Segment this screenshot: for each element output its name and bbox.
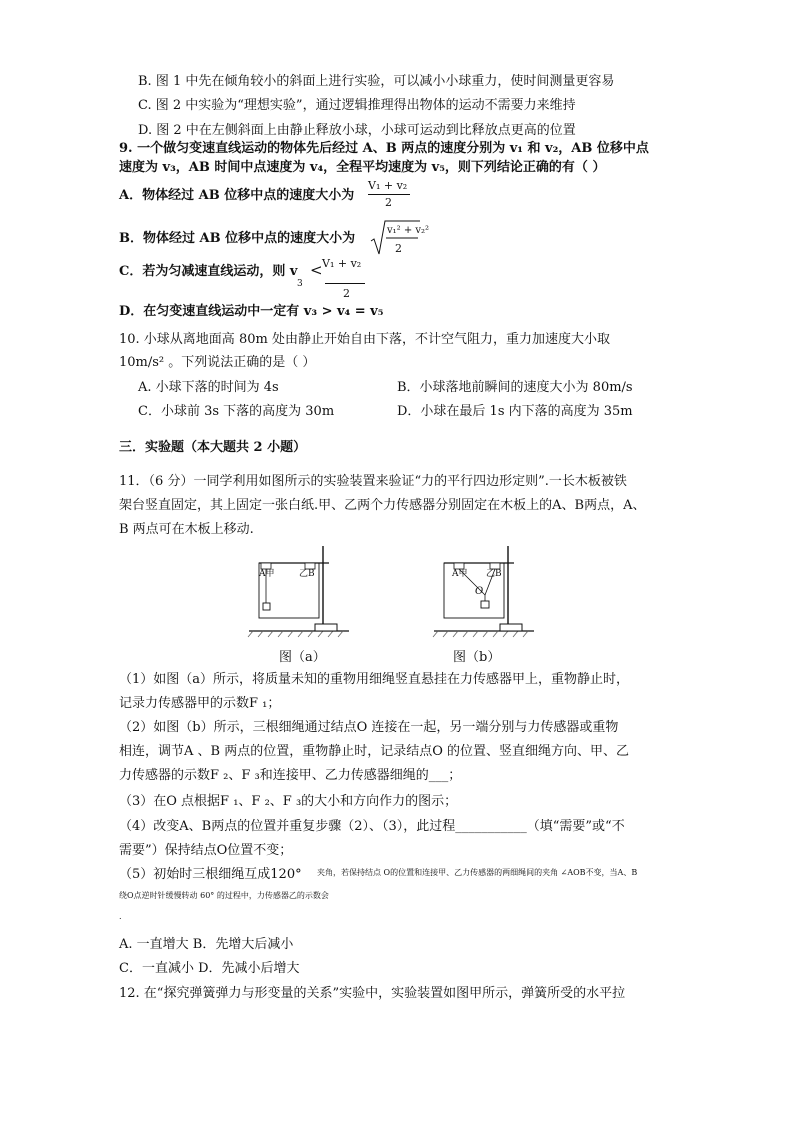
q8-option-d: D. 图 2 中在左侧斜面上由静止释放小球，小球可运动到比释放点更高的位置 bbox=[138, 123, 576, 138]
q10-option-b: B．小球落地前瞬间的速度大小为 80m/s bbox=[397, 380, 633, 395]
q10-option-a: A. 小球下落的时间为 4s bbox=[138, 380, 279, 395]
q9-option-a-denominator: 2 bbox=[385, 196, 392, 209]
q11-step5-main: （5）初始时三根细绳互成120° bbox=[119, 867, 302, 882]
q10-stem-line2: 10m/s² 。下列说法正确的是（ ） bbox=[119, 355, 316, 370]
q11-stem-line2: 架台竖直固定，其上固定一张白纸.甲、乙两个力传感器分别固定在木板上的A、B两点，A、 bbox=[119, 498, 646, 513]
q11-options-ab: A. 一直增大 B．先增大后减小 bbox=[119, 937, 294, 952]
figure-a-apparatus bbox=[245, 540, 355, 640]
figure-b-apparatus bbox=[430, 540, 540, 640]
q9-option-c-less-than: < bbox=[310, 261, 323, 279]
q9-option-b-numerator: v₁² + v₂² bbox=[387, 225, 430, 236]
figure-a-caption: 图（a） bbox=[279, 650, 326, 665]
q9-option-c-subscript: 3 bbox=[297, 279, 303, 289]
q9-option-c: C．若为匀减速直线运动，则 v bbox=[119, 264, 298, 279]
q9-option-d: D．在匀变速直线运动中一定有 v₃ > v₄ = v₅ bbox=[119, 304, 384, 319]
q9-option-a-numerator: V₁ + v₂ bbox=[368, 179, 408, 192]
figure-b-label-o: O bbox=[475, 586, 484, 597]
q9-option-c-numerator: V₁ + v₂ bbox=[322, 257, 362, 270]
q11-step5-dot: . bbox=[119, 912, 122, 921]
q11-step2-line3: 力传感器的示数F ₂、F ₃和连接甲、乙力传感器细绳的___； bbox=[119, 768, 462, 783]
q11-step2-line1: （2）如图（b）所示，三根细绳通过结点O 连接在一起，另一端分别与力传感器或重物 bbox=[119, 720, 619, 735]
q10-option-c: C．小球前 3s 下落的高度为 30m bbox=[138, 404, 335, 419]
q10-option-d: D．小球在最后 1s 内下落的高度为 35m bbox=[397, 404, 633, 419]
figure-a-label-yi-b: 乙B bbox=[299, 569, 315, 579]
q9-option-a-fraction-bar bbox=[368, 194, 410, 195]
q11-step1-line2: 记录力传感器甲的示数F ₁； bbox=[119, 696, 281, 711]
q8-option-c: C. 图 2 中实验为“理想实验”，通过逻辑推理得出物体的运动不需要力来维持 bbox=[138, 98, 576, 113]
section-heading: 三．实验题（本大题共 2 小题） bbox=[119, 440, 307, 455]
figure-b-label-a-jia: A甲 bbox=[452, 569, 468, 579]
q10-stem-line1: 10. 小球从离地面高 80m 处由静止开始自由下落，不计空气阻力，重力加速度大小取 bbox=[119, 332, 610, 347]
q9-option-a: A．物体经过 AB 位移中点的速度大小为 bbox=[119, 188, 355, 203]
q12-stem-line1: 12. 在“探究弹簧弹力与形变量的关系”实验中，实验装置如图甲所示，弹簧所受的水平拉 bbox=[119, 986, 626, 1001]
figure-b-caption: 图（b） bbox=[453, 650, 501, 665]
q11-step4-line1: （4）改变A、B两点的位置并重复步骤（2）、（3），此过程___________（填“需要”或“不 bbox=[119, 819, 625, 834]
q8-option-b: B. 图 1 中先在倾角较小的斜面上进行实验，可以减小小球重力，使时间测量更容易 bbox=[138, 74, 615, 89]
q11-options-cd: C．一直减小 D．先减小后增大 bbox=[119, 961, 300, 976]
q11-step1-line1: （1）如图（a）所示，将质量未知的重物用细绳竖直悬挂在力传感器甲上，重物静止时， bbox=[119, 672, 630, 687]
q9-stem-line1: 9. 一个做匀变速直线运动的物体先后经过 A、B 两点的速度分别为 v₁ 和 v₂，AB 位移中点 bbox=[119, 141, 649, 156]
q9-stem-line2: 速度为 v₃，AB 时间中点速度为 v₄，全程平均速度为 v₅，则下列结论正确的有（ ） bbox=[119, 160, 606, 175]
q11-stem-line3: B 两点可在木板上移动. bbox=[119, 522, 254, 537]
q9-option-c-denominator: 2 bbox=[343, 287, 350, 300]
q11-stem-line1: 11．（6 分）一同学利用如图所示的实验装置来验证“力的平行四边形定则”.一长木板被铁 bbox=[119, 474, 627, 489]
q11-step5-small-line1: 夹角，若保持结点 O的位置和连接甲、乙力传感器的两细绳间的夹角 ∠AOB不变，当A、B bbox=[317, 868, 638, 877]
q11-step4-line2: 需要”）保持结点O位置不变； bbox=[119, 843, 293, 858]
figure-a-label-a-jia: A甲 bbox=[259, 569, 275, 579]
q9-option-c-fraction-bar bbox=[325, 283, 365, 284]
figure-b-label-yi-b: 乙B bbox=[486, 569, 502, 579]
q11-step3: （3）在O 点根据F ₁、F ₂、F ₃的大小和方向作力的图示； bbox=[119, 794, 458, 809]
q9-option-b-denominator: 2 bbox=[395, 242, 402, 255]
q9-option-b: B．物体经过 AB 位移中点的速度大小为 bbox=[119, 231, 356, 246]
q11-step5-small-line2: 绕O点逆时针缓慢转动 60° 的过程中，力传感器乙的示数会 bbox=[119, 891, 329, 900]
q11-step2-line2: 相连，调节A 、B 两点的位置，重物静止时，记录结点O 的位置、竖直细绳方向、甲、乙 bbox=[119, 744, 629, 759]
